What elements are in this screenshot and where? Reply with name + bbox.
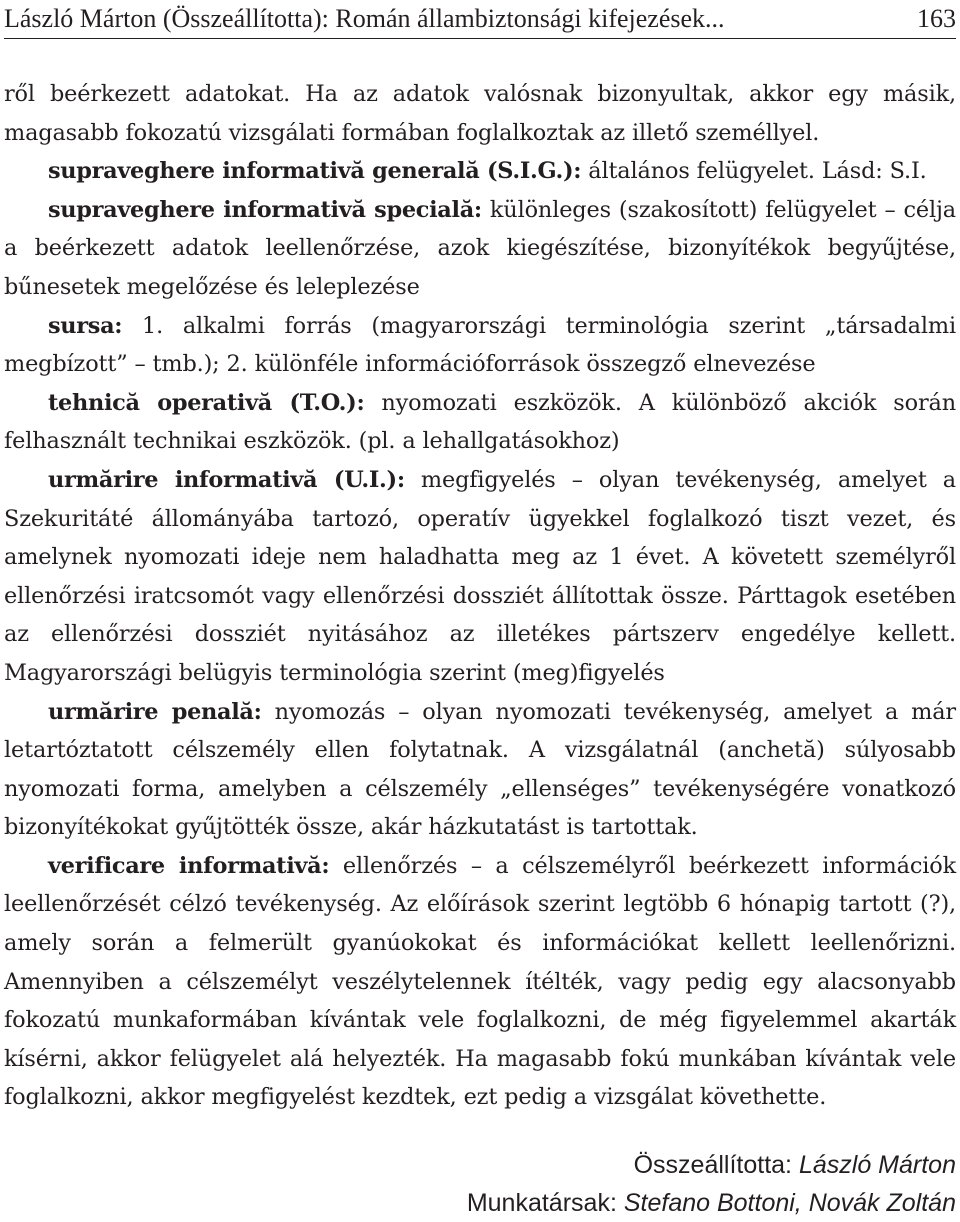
glossary-entry: [4, 191, 956, 307]
compiled-by-line: [256, 1146, 956, 1184]
running-header: [4, 0, 956, 39]
entry-definition: különleges (szakosított) felügyelet – célja a beérkezett adatok leellenőrzése, azok kiegészítése, bizonyítékok begyűjtése, bűnesetek megelőzése és leleplezése: [4, 196, 956, 300]
entry-definition: 1. alkalmi forrás (magyarországi terminológia szerint „társadalmi megbízott” – tmb.); 2. különféle információforrások összegző elnevezése: [4, 312, 956, 378]
entry-term: verificare informativă:: [48, 852, 330, 879]
entry-term: tehnică operativă (T.O.):: [48, 389, 365, 416]
running-title: László Márton (Összeállította): Román állambiztonsági kifejezések...: [4, 4, 725, 33]
page-number: 163: [917, 4, 956, 33]
collab-names: Stefano Bottoni, Novák Zoltán: [623, 1189, 956, 1217]
entry-definition: általános felügyelet. Lásd: S.I.: [581, 158, 927, 185]
entry-definition: nyomozati eszközök. A különböző akciók során felhasznált technikai eszközök. (pl. a lehallgatásokhoz): [4, 389, 956, 455]
glossary-body: [4, 75, 956, 1117]
entry-definition: megfigyelés – olyan tevékenység, amelyet a Szekuritáté állományába tartozó, operatív ügyekkel foglalkozó tiszt vezet, és amelynek nyomozati ideje nem haladhatta meg az 1 évet. A követett személyről ellenőrzési iratcsomót vagy ellenőrzési dossziét állítottak össze. Párttagok esetében az ellenőrzési dossziét nyitásához az illetékes pártszerv engedélye kellett. Magyarországi belügyis terminológia szerint (meg)figyelés: [4, 466, 956, 686]
glossary-entry: [4, 384, 956, 461]
glossary-entry: [4, 461, 956, 693]
signature-block: [256, 1146, 956, 1222]
glossary-entry: [4, 693, 956, 847]
glossary-entry: [4, 307, 956, 384]
entry-term: supraveghere informativă specială:: [48, 196, 482, 223]
entry-definition: ellenőrzés – a célszemélyről beérkezett információk leellenőrzését célzó tevékenység. Az előírások szerint legtöbb 6 hónapig tartott (?), amely során a felmerült gyanúokokat és információkat kellett leellenőrizni. Amennyiben a célszemélyt veszélytelennek ítélték, vagy pedig egy alacsonyabb fokozatú munkaformában kívántak vele foglalkozni, de még figyelemmel akarták kísérni, akkor felügyelet alá helyezték. Ha magasabb fokú munkában kívántak vele foglalkozni, akkor megfigyelést kezdtek, ezt pedig a vizsgálat követhette.: [4, 852, 956, 1111]
continuation-paragraph: ről beérkezett adatokat. Ha az adatok valósnak bizonyultak, akkor egy másik, magasabb fokozatú vizsgálati formában foglalkoztak az illető személlyel.: [4, 81, 956, 146]
entry-definition: nyomozás – olyan nyomozati tevékenység, amelyet a már letartóztatott célszemély ellen folytatnak. A vizsgálatnál (anchetă) súlyosabb nyomozati forma, amelyben a célszemély „ellenséges” tevékenységére vonatkozó bizonyítékokat gyűjtötték össze, akár házkutatást is tartottak.: [4, 698, 956, 841]
entry-term: urmărire informativă (U.I.):: [48, 466, 405, 493]
entry-term: urmărire penală:: [48, 698, 262, 725]
entry-term: supraveghere informativă generală (S.I.G.):: [48, 158, 582, 185]
collab-label: Munkatársak:: [466, 1189, 617, 1217]
compiled-name: László Márton: [798, 1151, 956, 1179]
collaborators-line: [256, 1184, 956, 1222]
entry-term: sursa:: [48, 312, 123, 339]
glossary-entry: [4, 152, 956, 191]
compiled-label: Összeállította:: [633, 1151, 793, 1179]
glossary-entry: [4, 847, 956, 1117]
